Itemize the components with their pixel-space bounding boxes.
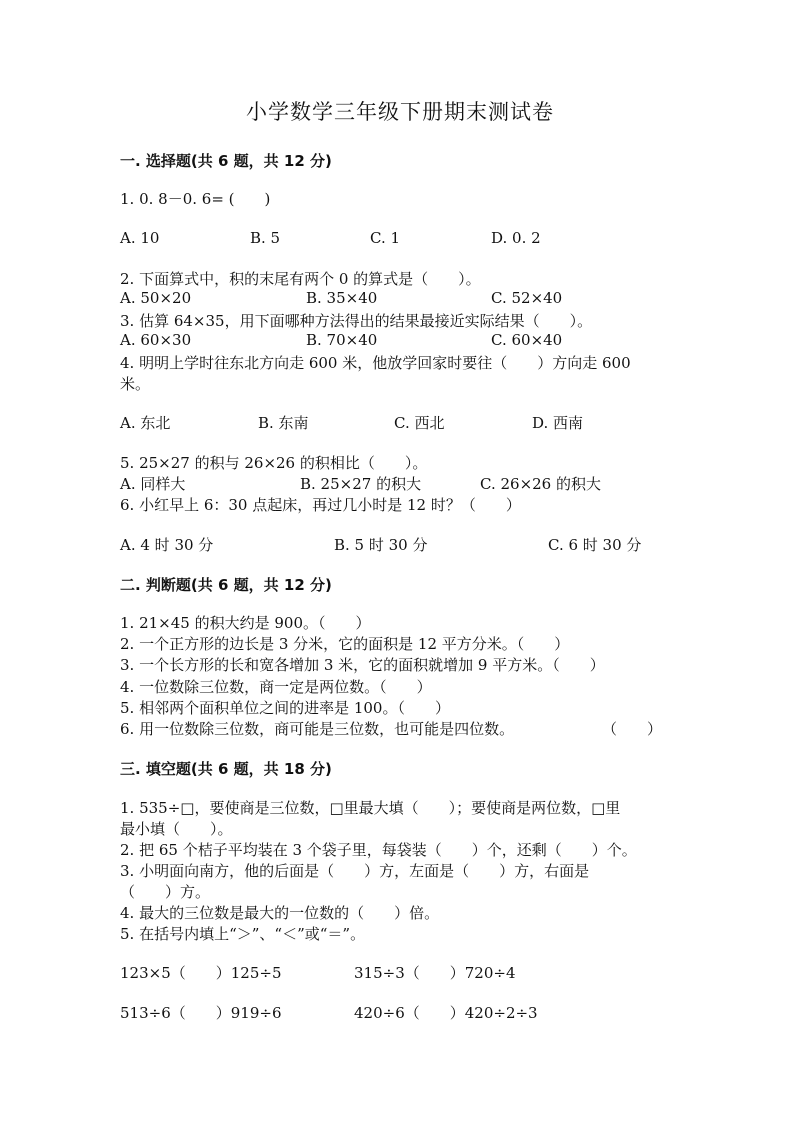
fill-question-2: 2. 把 65 个桔子平均装在 3 个袋子里，每袋装（ ）个，还剩（ ）个。: [120, 841, 637, 859]
option-1-6-b: B. 5 时 30 分: [334, 536, 428, 554]
fill-question-5: 5. 在括号内填上“＞”、“＜”或“＝”。: [120, 925, 366, 943]
judge-question-3: 3. 一个长方形的长和宽各增加 3 米，它的面积就增加 9 平方米。（ ）: [120, 656, 605, 674]
fill-question-1-line-2: 最小填（ ）。: [120, 820, 233, 838]
compare-item-1: 123×5（ ）125÷5: [120, 964, 282, 982]
question-1-4-line-1: 4. 明明上学时往东北方向走 600 米，他放学回家时要往（ ）方向走 600: [120, 354, 631, 372]
question-1-2: 2. 下面算式中，积的末尾有两个 0 的算式是（ ）。: [120, 270, 481, 288]
fill-question-4: 4. 最大的三位数是最大的一位数的（ ）倍。: [120, 904, 440, 922]
option-1-6-c: C. 6 时 30 分: [548, 536, 642, 554]
judge-question-5: 5. 相邻两个面积单位之间的进率是 100。（ ）: [120, 699, 450, 717]
option-1-5-c: C. 26×26 的积大: [480, 475, 601, 493]
option-1-4-d: D. 西南: [532, 414, 584, 432]
page-title: 小学数学三年级下册期末测试卷: [246, 100, 554, 124]
option-1-1-c: C. 1: [370, 229, 401, 247]
judge-question-6: 6. 用一位数除三位数，商可能是三位数，也可能是四位数。: [120, 720, 515, 738]
option-1-1-d: D. 0. 2: [491, 229, 541, 247]
question-1-1: 1. 0. 8－0. 6= ( ): [120, 190, 271, 208]
question-1-3: 3. 估算 64×35，用下面哪种方法得出的结果最接近实际结果（ ）。: [120, 312, 593, 330]
section-heading-1: 一. 选择题(共 6 题，共 12 分): [120, 152, 332, 170]
fill-question-1-line-1: 1. 535÷□，要使商是三位数，□里最大填（ ）；要使商是两位数，□里: [120, 799, 621, 817]
section-heading-3: 三. 填空题(共 6 题，共 18 分): [120, 760, 332, 778]
compare-item-2: 315÷3（ ）720÷4: [354, 964, 516, 982]
option-1-2-c: C. 52×40: [491, 289, 563, 307]
option-1-3-a: A. 60×30: [120, 331, 192, 349]
option-1-1-a: A. 10: [120, 229, 160, 247]
option-1-3-c: C. 60×40: [491, 331, 563, 349]
option-1-5-a: A. 同样大: [120, 475, 186, 493]
option-1-1-b: B. 5: [250, 229, 281, 247]
judge-question-1: 1. 21×45 的积大约是 900。（ ）: [120, 614, 371, 632]
option-1-2-a: A. 50×20: [120, 289, 192, 307]
option-1-4-b: B. 东南: [258, 414, 309, 432]
question-1-6: 6. 小红早上 6：30 点起床，再过几小时是 12 时？（ ）: [120, 496, 521, 514]
question-1-4-line-2: 米。: [120, 375, 151, 393]
option-1-2-b: B. 35×40: [306, 289, 378, 307]
judge-question-4: 4. 一位数除三位数，商一定是两位数。（ ）: [120, 678, 432, 696]
question-1-5: 5. 25×27 的积与 26×26 的积相比（ ）。: [120, 454, 428, 472]
judge-question-2: 2. 一个正方形的边长是 3 分米，它的面积是 12 平方分米。（ ）: [120, 635, 570, 653]
judge-question-6-blank: （ ）: [602, 720, 663, 738]
compare-item-3: 513÷6（ ）919÷6: [120, 1004, 282, 1022]
option-1-3-b: B. 70×40: [306, 331, 378, 349]
option-1-4-c: C. 西北: [394, 414, 445, 432]
option-1-4-a: A. 东北: [120, 414, 171, 432]
fill-question-3-line-1: 3. 小明面向南方，他的后面是（ ）方，左面是（ ）方，右面是: [120, 862, 590, 880]
compare-item-4: 420÷6（ ）420÷2÷3: [354, 1004, 538, 1022]
option-1-5-b: B. 25×27 的积大: [300, 475, 422, 493]
section-heading-2: 二. 判断题(共 6 题，共 12 分): [120, 576, 332, 594]
option-1-6-a: A. 4 时 30 分: [120, 536, 214, 554]
fill-question-3-line-2: （ ）方。: [120, 883, 211, 901]
